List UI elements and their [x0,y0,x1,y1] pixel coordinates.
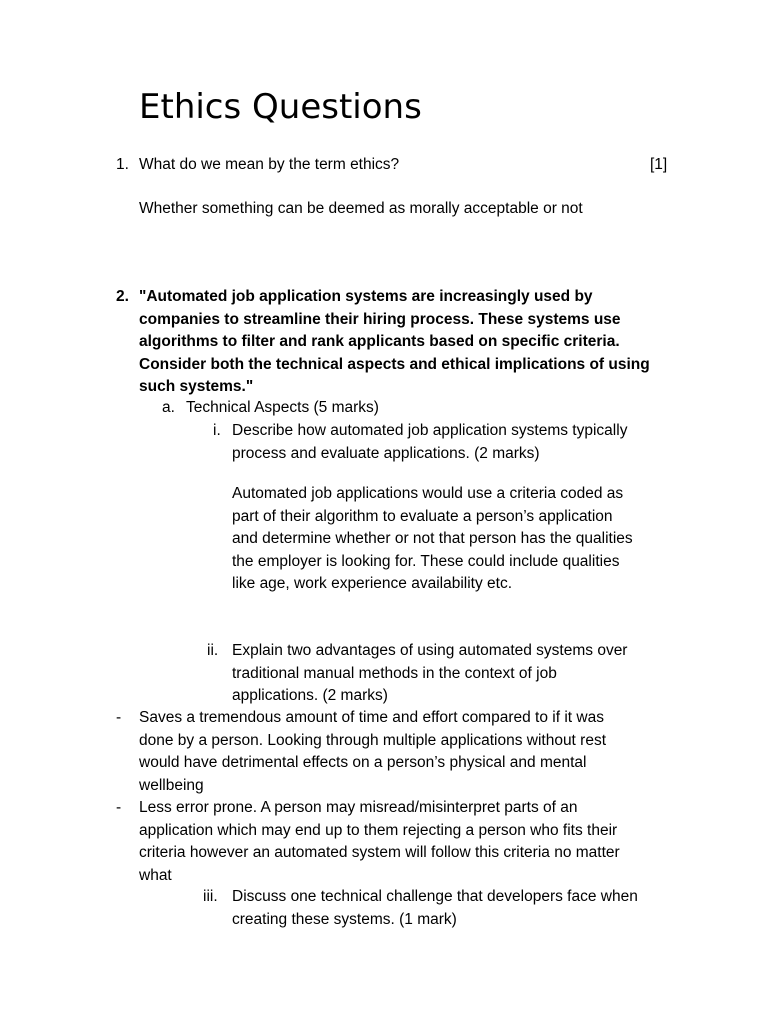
bullet-marker: - [116,709,122,726]
bullet-item [139,707,606,797]
part-iii-label: iii. [203,888,218,905]
part-a-text: Technical Aspects (5 marks) [186,399,379,416]
bullet-line: Saves a tremendous amount of time and effort compared to if it was [139,709,604,726]
part-i-label: i. [213,422,221,439]
bullet-line: application which may end up to them rejecting a person who fits their [139,821,618,839]
part-iii-question-line: creating these systems. (1 mark) [232,910,457,928]
part-i-answer-line: part of their algorithm to evaluate a person’s application [232,507,613,525]
page-title: Ethics Questions [139,87,422,127]
q2-prompt-line: "Automated job application systems are increasingly used by [139,288,593,305]
bullet-line: wellbeing [139,776,204,794]
bullet-item [139,797,620,887]
part-ii-question-line: applications. (2 marks) [232,687,388,704]
q1-text: What do we mean by the term ethics? [139,156,400,173]
q2-prompt-line: Consider both the technical aspects and ethical implications of using [139,355,650,373]
q2-prompt-line: companies to streamline their hiring process. These systems use [139,310,621,328]
part-ii-question-line: Explain two advantages of using automated systems over [232,642,628,659]
part-i-answer-line: and determine whether or not that person has the qualities [232,530,633,547]
part-iii-question-line: Discuss one technical challenge that developers face when [232,888,638,905]
part-a-label: a. [162,399,175,416]
q1-number: 1. [116,156,129,173]
part-i-answer [232,483,633,596]
bullet-line: Less error prone. A person may misread/misinterpret parts of an [139,799,578,816]
bullet-line: done by a person. Looking through multiple applications without rest [139,731,607,749]
part-iii-question [232,886,638,931]
part-ii-label: ii. [207,642,219,659]
q2-prompt-line: algorithms to filter and rank applicants based on specific criteria. [139,333,620,350]
q2-prompt-line: such systems." [139,378,254,395]
part-i-question [232,420,627,465]
part-i-answer-line: the employer is looking for. These could include qualities [232,552,620,570]
bullet-line: would have detrimental effects on a person’s physical and mental [139,754,587,771]
q2-number: 2. [116,288,129,305]
q2-prompt [139,286,650,399]
bullet-line: criteria however an automated system will follow this criteria no matter [139,844,620,861]
part-i-answer-line: like age, work experience availability etc. [232,575,512,592]
part-ii-question [232,640,627,708]
q1-marks: [1] [650,156,668,173]
part-i-answer-line: Automated job applications would use a criteria coded as [232,485,624,502]
q1-answer: Whether something can be deemed as morally acceptable or not [139,200,583,217]
part-ii-question-line: traditional manual methods in the context of job [232,664,557,682]
part-i-question-line: process and evaluate applications. (2 marks) [232,444,540,462]
bullet-marker: - [116,799,122,816]
part-i-question-line: Describe how automated job application systems typically [232,422,628,439]
bullet-line: what [139,866,172,884]
